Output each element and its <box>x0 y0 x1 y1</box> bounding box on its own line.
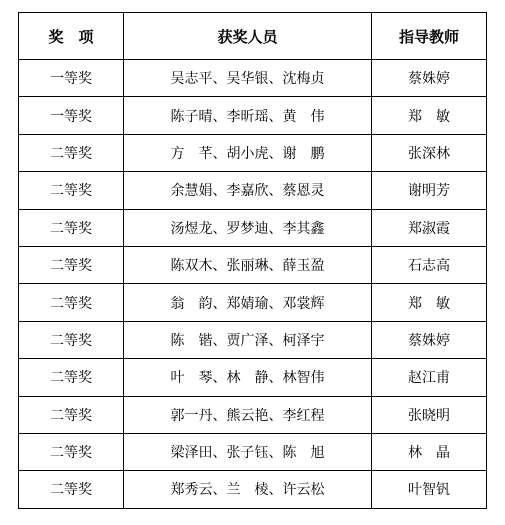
teacher-cell: 张晓明 <box>372 396 487 433</box>
members-cell: 翁 韵、郑婧瑜、邓裳辉 <box>124 284 372 321</box>
teacher-cell: 谢明芳 <box>372 172 487 209</box>
table-row <box>19 471 487 508</box>
award-cell: 二等奖 <box>19 433 124 470</box>
teacher-cell: 蔡姝婷 <box>372 321 487 358</box>
table-row <box>19 134 487 171</box>
award-cell: 一等奖 <box>19 60 124 97</box>
table-header-row <box>19 13 487 60</box>
award-cell: 二等奖 <box>19 246 124 283</box>
table-row <box>19 246 487 283</box>
members-cell: 方 芊、胡小虎、谢 鹏 <box>124 134 372 171</box>
header-members: 获奖人员 <box>124 13 372 60</box>
table-row <box>19 433 487 470</box>
members-cell: 陈子晴、李昕瑶、黄 伟 <box>124 97 372 134</box>
table-row <box>19 321 487 358</box>
table-row <box>19 209 487 246</box>
teacher-cell: 蔡姝婷 <box>372 60 487 97</box>
teacher-cell: 石志高 <box>372 246 487 283</box>
award-cell: 二等奖 <box>19 209 124 246</box>
award-cell: 二等奖 <box>19 172 124 209</box>
award-cell: 二等奖 <box>19 396 124 433</box>
award-cell: 一等奖 <box>19 97 124 134</box>
award-cell: 二等奖 <box>19 321 124 358</box>
teacher-cell: 郑 敏 <box>372 97 487 134</box>
members-cell: 陈 锴、贾广泽、柯泽宇 <box>124 321 372 358</box>
members-cell: 郭一丹、熊云艳、李红程 <box>124 396 372 433</box>
teacher-cell: 赵江甫 <box>372 359 487 396</box>
table-row <box>19 359 487 396</box>
award-cell: 二等奖 <box>19 359 124 396</box>
header-award: 奖 项 <box>19 13 124 60</box>
members-cell: 陈双木、张丽琳、薛玉盈 <box>124 246 372 283</box>
table-row <box>19 396 487 433</box>
members-cell: 余慧娟、李嘉欣、蔡恩灵 <box>124 172 372 209</box>
award-table <box>18 12 487 509</box>
award-cell: 二等奖 <box>19 134 124 171</box>
award-cell: 二等奖 <box>19 284 124 321</box>
members-cell: 郑秀云、兰 棱、许云松 <box>124 471 372 508</box>
table-body <box>19 60 487 509</box>
teacher-cell: 林 晶 <box>372 433 487 470</box>
teacher-cell: 叶智钒 <box>372 471 487 508</box>
members-cell: 吴志平、吴华银、沈梅贞 <box>124 60 372 97</box>
members-cell: 叶 琴、林 静、林智伟 <box>124 359 372 396</box>
teacher-cell: 郑 敏 <box>372 284 487 321</box>
teacher-cell: 郑淑霞 <box>372 209 487 246</box>
award-cell: 二等奖 <box>19 471 124 508</box>
header-teacher: 指导教师 <box>372 13 487 60</box>
members-cell: 梁泽田、张子钰、陈 旭 <box>124 433 372 470</box>
table-row <box>19 284 487 321</box>
table-row <box>19 97 487 134</box>
members-cell: 汤煜龙、罗梦迪、李其鑫 <box>124 209 372 246</box>
table-row <box>19 60 487 97</box>
table-row <box>19 172 487 209</box>
teacher-cell: 张深林 <box>372 134 487 171</box>
